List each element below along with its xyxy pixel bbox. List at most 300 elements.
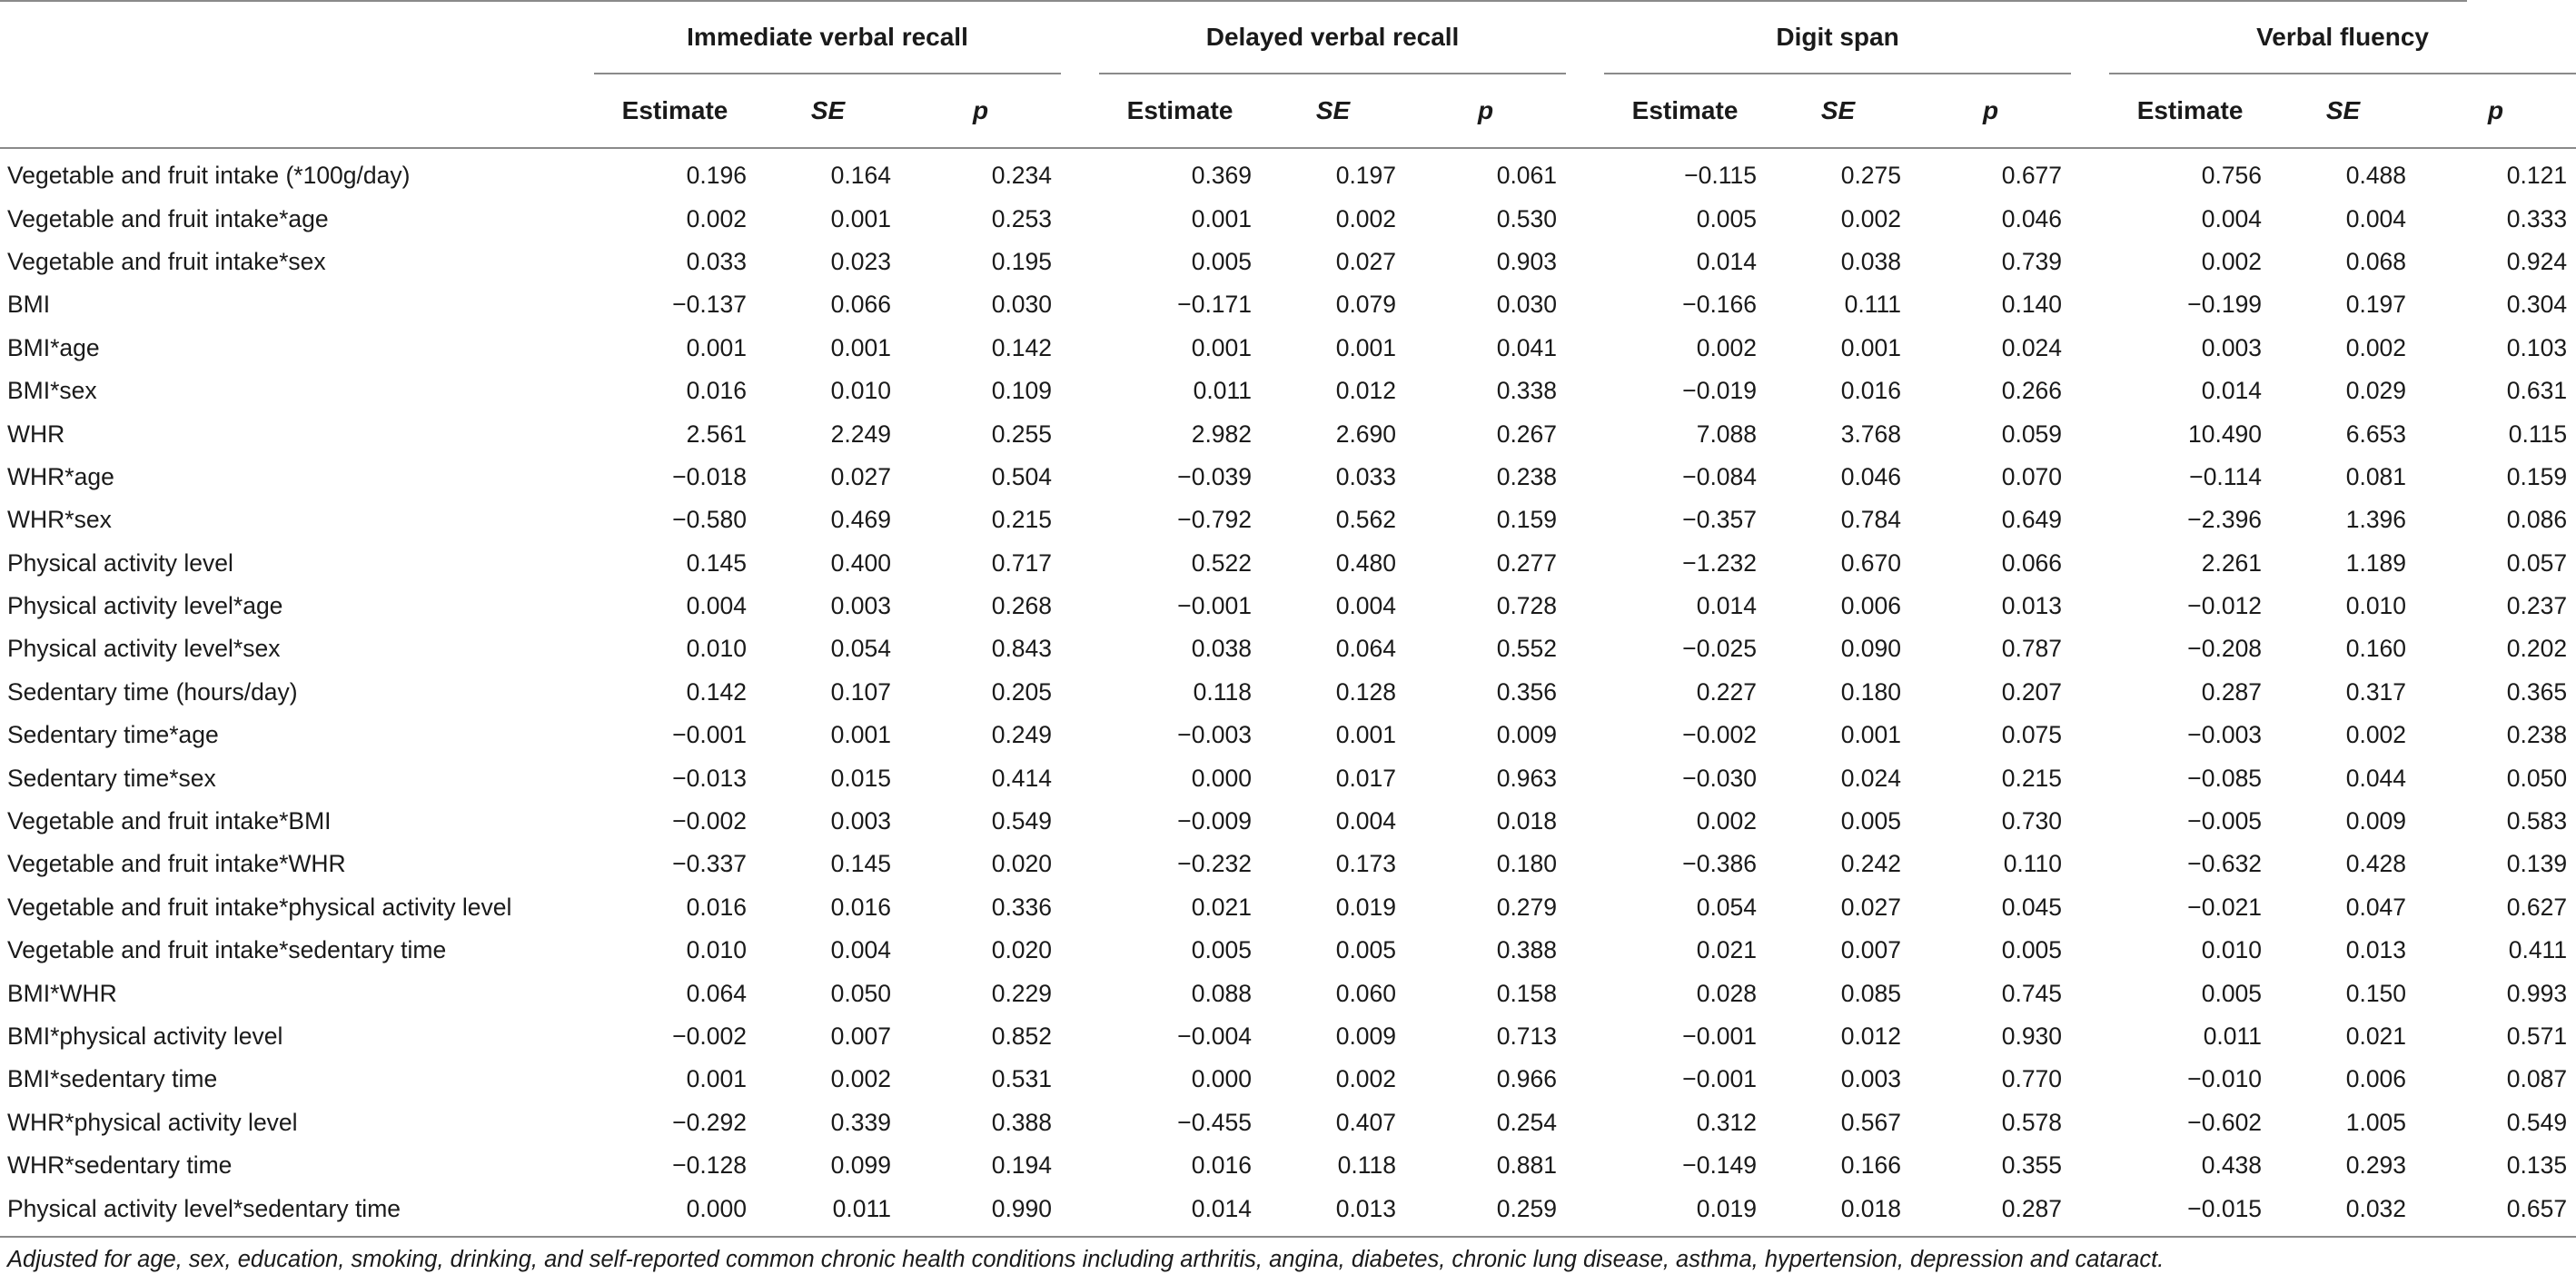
column-gap — [2071, 412, 2109, 455]
cell-se: 0.002 — [830, 1065, 891, 1093]
row-label: Vegetable and fruit intake (*100g/day) — [7, 162, 411, 190]
column-gap — [1566, 1058, 1604, 1101]
cell-p: 0.066 — [2001, 548, 2063, 577]
cell-p: 0.030 — [991, 291, 1053, 319]
cell-estimate: −0.115 — [1684, 162, 1758, 190]
cell-estimate: 0.438 — [2201, 1151, 2263, 1180]
cell-p: 0.627 — [2506, 893, 2568, 921]
table-row — [0, 714, 2576, 756]
cell-estimate: −0.019 — [1682, 377, 1758, 405]
row-label: Vegetable and fruit intake*sedentary time — [7, 936, 447, 964]
row-label: BMI*age — [7, 333, 100, 361]
cell-p: 0.631 — [2506, 377, 2568, 405]
cell-p: 0.194 — [991, 1151, 1053, 1180]
cell-se: 0.004 — [1335, 807, 1397, 835]
cell-estimate: 0.010 — [686, 936, 747, 964]
cell-estimate: −0.004 — [1177, 1022, 1253, 1050]
row-label: BMI*sex — [7, 377, 97, 405]
cell-se: 0.079 — [1335, 291, 1397, 319]
column-gap — [2071, 585, 2109, 627]
cell-p: 0.254 — [1496, 1108, 1558, 1136]
cell-p: 0.018 — [1496, 807, 1558, 835]
cell-p: 0.388 — [1496, 936, 1558, 964]
cell-se: 0.160 — [2345, 635, 2407, 663]
table-row — [0, 412, 2576, 455]
cell-p: 0.059 — [2001, 420, 2063, 448]
cell-estimate: 0.118 — [1193, 677, 1253, 706]
cell-p: 0.356 — [1496, 677, 1558, 706]
cell-se: 0.027 — [1840, 893, 1902, 921]
cell-estimate: −0.013 — [672, 764, 747, 792]
cell-p: 0.259 — [1496, 1194, 1558, 1222]
column-gap — [2071, 972, 2109, 1014]
column-gap — [2071, 542, 2109, 585]
cell-estimate: 7.088 — [1696, 420, 1758, 448]
column-gap — [1061, 1187, 1099, 1236]
cell-p: 0.255 — [991, 420, 1053, 448]
subheader-estimate: Estimate — [621, 96, 728, 124]
cell-p: 0.139 — [2506, 850, 2568, 878]
cell-estimate: −0.001 — [1682, 1065, 1758, 1093]
cell-p: 0.142 — [991, 333, 1053, 361]
cell-p: 0.881 — [1496, 1151, 1558, 1180]
cell-p: 0.249 — [991, 721, 1053, 749]
column-gap — [1566, 1187, 1604, 1236]
cell-estimate: 0.005 — [2201, 979, 2263, 1007]
row-label: BMI — [7, 291, 51, 319]
cell-estimate: 0.000 — [686, 1194, 747, 1222]
cell-estimate: 0.011 — [1193, 377, 1253, 405]
cell-p: 0.388 — [991, 1108, 1053, 1136]
cell-p: 0.365 — [2506, 677, 2568, 706]
column-gap — [2071, 283, 2109, 326]
cell-p: 0.046 — [2001, 204, 2063, 232]
cell-p: 0.990 — [991, 1194, 1053, 1222]
cell-estimate: −0.018 — [672, 462, 747, 490]
cell-estimate: −0.003 — [1177, 721, 1253, 749]
cell-estimate: −0.084 — [1682, 462, 1758, 490]
subheader-row — [0, 74, 2576, 148]
cell-estimate: 0.003 — [2201, 333, 2263, 361]
cell-estimate: 0.005 — [1191, 936, 1253, 964]
cell-p: 0.924 — [2506, 247, 2568, 275]
cell-se: 0.021 — [2345, 1022, 2407, 1050]
cell-se: 0.567 — [1840, 1108, 1902, 1136]
cell-p: 0.549 — [2506, 1108, 2568, 1136]
cell-p: 0.109 — [991, 377, 1053, 405]
cell-p: 0.215 — [991, 506, 1053, 534]
cell-p: 0.287 — [2001, 1194, 2063, 1222]
cell-se: 0.001 — [1840, 333, 1902, 361]
cell-estimate: 2.982 — [1191, 420, 1253, 448]
column-gap — [1566, 1144, 1604, 1187]
cell-estimate: −0.602 — [2187, 1108, 2263, 1136]
column-gap — [1061, 929, 1099, 972]
cell-p: 0.267 — [1496, 420, 1558, 448]
cell-estimate: 0.088 — [1191, 979, 1253, 1007]
cell-p: 0.215 — [2001, 764, 2063, 792]
cell-se: 6.653 — [2345, 420, 2407, 448]
cell-se: 0.275 — [1840, 162, 1902, 190]
cell-se: 0.013 — [2345, 936, 2407, 964]
cell-se: 0.013 — [1335, 1194, 1397, 1222]
cell-se: 0.164 — [830, 162, 891, 190]
column-gap — [1566, 1101, 1604, 1144]
column-gap — [1061, 1058, 1099, 1101]
cell-se: 0.010 — [830, 377, 891, 405]
cell-se: 0.003 — [830, 807, 891, 835]
column-gap — [1061, 1101, 1099, 1144]
cell-p: 0.140 — [2001, 291, 2063, 319]
cell-estimate: −0.039 — [1177, 462, 1253, 490]
cell-p: 0.649 — [2001, 506, 2063, 534]
cell-p: 0.202 — [2506, 635, 2568, 663]
cell-estimate: −0.005 — [2187, 807, 2263, 835]
cell-se: 0.068 — [2345, 247, 2407, 275]
cell-p: 0.266 — [2001, 377, 2063, 405]
cell-se: 0.015 — [830, 764, 891, 792]
cell-se: 0.044 — [2345, 764, 2407, 792]
table-row — [0, 800, 2576, 843]
table-row — [0, 542, 2576, 585]
cell-p: 0.234 — [991, 162, 1053, 190]
cell-p: 0.045 — [2001, 893, 2063, 921]
cell-estimate: 0.001 — [686, 333, 747, 361]
column-gap — [2071, 1187, 2109, 1236]
column-gap — [1061, 241, 1099, 283]
cell-estimate: −0.002 — [672, 807, 747, 835]
column-gap — [2071, 1058, 2109, 1101]
cell-se: 0.197 — [2345, 291, 2407, 319]
column-gap — [1566, 197, 1604, 240]
table-row — [0, 148, 2576, 197]
cell-estimate: 0.005 — [1696, 204, 1758, 232]
column-gap — [2071, 756, 2109, 799]
cell-se: 0.007 — [830, 1022, 891, 1050]
cell-p: 0.020 — [991, 936, 1053, 964]
cell-p: 0.115 — [2508, 420, 2568, 448]
cell-se: 0.001 — [1335, 721, 1397, 749]
cell-p: 0.110 — [2003, 850, 2063, 878]
table-row — [0, 627, 2576, 670]
cell-p: 0.713 — [1496, 1022, 1558, 1050]
table-row — [0, 1101, 2576, 1144]
subheader-se: SE — [1820, 96, 1856, 124]
cell-estimate: −0.128 — [672, 1151, 747, 1180]
table-row — [0, 327, 2576, 370]
cell-estimate: 0.002 — [686, 204, 747, 232]
cell-estimate: 0.756 — [2201, 162, 2263, 190]
column-gap — [1566, 148, 1604, 197]
cell-estimate: −0.015 — [2187, 1194, 2263, 1222]
column-gap — [2071, 671, 2109, 714]
cell-p: 0.086 — [2506, 506, 2568, 534]
cell-se: 0.145 — [830, 850, 891, 878]
cell-estimate: −2.396 — [2187, 506, 2263, 534]
column-gap — [2071, 800, 2109, 843]
cell-estimate: −0.232 — [1177, 850, 1253, 878]
column-gap — [1061, 148, 1099, 197]
column-gap — [1566, 370, 1604, 412]
cell-p: 0.279 — [1496, 893, 1558, 921]
group-header-digit-span: Digit span — [1604, 0, 2071, 74]
cell-estimate: 0.014 — [1191, 1194, 1253, 1222]
cell-se: 0.005 — [1335, 936, 1397, 964]
cell-se: 0.012 — [1840, 1022, 1902, 1050]
cell-estimate: −0.166 — [1682, 291, 1758, 319]
column-gap — [1566, 929, 1604, 972]
cell-se: 0.064 — [1335, 635, 1397, 663]
cell-estimate: −0.001 — [672, 721, 747, 749]
cell-estimate: 0.011 — [2203, 1022, 2263, 1050]
cell-se: 0.166 — [1840, 1151, 1902, 1180]
column-gap — [2071, 241, 2109, 283]
cell-p: 0.552 — [1496, 635, 1558, 663]
cell-p: 0.041 — [1496, 333, 1558, 361]
column-gap — [1061, 843, 1099, 885]
row-label: Vegetable and fruit intake*WHR — [7, 850, 346, 878]
column-gap — [2071, 499, 2109, 541]
cell-estimate: −0.009 — [1177, 807, 1253, 835]
column-gap — [2071, 1144, 2109, 1187]
column-gap — [1061, 627, 1099, 670]
column-gap — [2071, 370, 2109, 412]
group-header-immediate-recall: Immediate verbal recall — [594, 0, 1061, 74]
table-footnote: Adjusted for age, sex, education, smoking, drinking, and self-reported common chronic health conditions including arthritis, angina, diabetes, chronic lung disease, asthma, hypertension, depression and cataract. — [7, 1247, 2165, 1272]
row-label: Physical activity level*sex — [7, 635, 281, 663]
row-label: Vegetable and fruit intake*physical activity level — [7, 893, 512, 921]
cell-estimate: −0.208 — [2187, 635, 2263, 663]
cell-p: 0.963 — [1496, 764, 1558, 792]
cell-se: 3.768 — [1840, 420, 1902, 448]
cell-estimate: 0.002 — [2201, 247, 2263, 275]
cell-estimate: 2.561 — [686, 420, 747, 448]
cell-p: 0.730 — [2001, 807, 2063, 835]
cell-estimate: 0.005 — [1191, 247, 1253, 275]
column-gap — [1566, 412, 1604, 455]
cell-p: 0.061 — [1496, 162, 1558, 190]
column-gap — [2071, 627, 2109, 670]
column-gap — [2071, 886, 2109, 929]
cell-se: 0.032 — [2345, 1194, 2407, 1222]
cell-se: 0.010 — [2345, 592, 2407, 620]
subheader-p: p — [972, 96, 989, 124]
cell-p: 0.005 — [2001, 936, 2063, 964]
column-gap — [1566, 627, 1604, 670]
cell-estimate: 0.369 — [1191, 162, 1253, 190]
cell-p: 0.013 — [2001, 592, 2063, 620]
cell-se: 0.001 — [830, 333, 891, 361]
cell-p: 0.843 — [991, 635, 1053, 663]
cell-p: 0.205 — [991, 677, 1053, 706]
subheader-estimate: Estimate — [1126, 96, 1234, 124]
row-label: Sedentary time (hours/day) — [7, 677, 298, 706]
table-row — [0, 1058, 2576, 1101]
cell-p: 0.195 — [991, 247, 1053, 275]
column-gap — [2071, 843, 2109, 885]
cell-p: 0.057 — [2506, 548, 2568, 577]
cell-se: 0.085 — [1840, 979, 1902, 1007]
subheader-p: p — [1982, 96, 1999, 124]
cell-estimate: −0.001 — [1177, 592, 1253, 620]
cell-p: 0.852 — [991, 1022, 1053, 1050]
cell-p: 0.338 — [1496, 377, 1558, 405]
row-label: WHR*sex — [7, 506, 112, 534]
cell-estimate: −1.232 — [1682, 548, 1758, 577]
column-gap — [2071, 148, 2109, 197]
cell-estimate: −0.337 — [672, 850, 747, 878]
cell-estimate: 0.038 — [1191, 635, 1253, 663]
cell-estimate: 0.287 — [2201, 677, 2263, 706]
cell-p: 0.207 — [2001, 677, 2063, 706]
cell-p: 0.009 — [1496, 721, 1558, 749]
subheader-estimate: Estimate — [1631, 96, 1739, 124]
cell-estimate: −0.021 — [2187, 893, 2263, 921]
cell-se: 0.006 — [1840, 592, 1902, 620]
cell-p: 0.770 — [2001, 1065, 2063, 1093]
column-gap — [1566, 283, 1604, 326]
cell-se: 0.150 — [2345, 979, 2407, 1007]
cell-se: 0.038 — [1840, 247, 1902, 275]
cell-estimate: 0.002 — [1696, 807, 1758, 835]
cell-estimate: −0.792 — [1177, 506, 1253, 534]
cell-se: 0.001 — [830, 204, 891, 232]
cell-p: 0.717 — [991, 548, 1053, 577]
cell-p: 0.050 — [2506, 764, 2568, 792]
cell-estimate: −0.171 — [1177, 291, 1253, 319]
cell-se: 0.002 — [2345, 721, 2407, 749]
cell-se: 0.002 — [1335, 1065, 1397, 1093]
cell-p: 0.583 — [2506, 807, 2568, 835]
table-row — [0, 499, 2576, 541]
column-gap — [1061, 370, 1099, 412]
column-gap — [1566, 241, 1604, 283]
cell-se: 0.081 — [2345, 462, 2407, 490]
cell-p: 0.121 — [2506, 162, 2568, 190]
subheader-se: SE — [2325, 96, 2361, 124]
cell-se: 0.005 — [1840, 807, 1902, 835]
column-gap — [1061, 542, 1099, 585]
cell-se: 0.046 — [1840, 462, 1902, 490]
cell-se: 0.339 — [830, 1108, 891, 1136]
cell-se: 0.099 — [830, 1151, 891, 1180]
cell-estimate: −0.386 — [1682, 850, 1758, 878]
column-gap — [1061, 456, 1099, 499]
subheader-se: SE — [810, 96, 846, 124]
cell-se: 0.019 — [1335, 893, 1397, 921]
cell-estimate: −0.012 — [2187, 592, 2263, 620]
column-gap — [1566, 843, 1604, 885]
column-gap — [1566, 542, 1604, 585]
group-header-delayed-recall: Delayed verbal recall — [1099, 0, 1566, 74]
cell-se: 0.180 — [1840, 677, 1902, 706]
cell-estimate: 0.522 — [1191, 548, 1253, 577]
cell-p: 0.531 — [991, 1065, 1053, 1093]
cell-p: 0.355 — [2001, 1151, 2063, 1180]
cell-se: 0.027 — [1335, 247, 1397, 275]
column-gap — [1061, 756, 1099, 799]
cell-estimate: −0.003 — [2187, 721, 2263, 749]
cell-p: 0.135 — [2506, 1151, 2568, 1180]
cell-estimate: −0.357 — [1682, 506, 1758, 534]
row-label: Vegetable and fruit intake*age — [7, 204, 329, 232]
cell-p: 0.739 — [2001, 247, 2063, 275]
cell-estimate: −0.580 — [672, 506, 747, 534]
cell-estimate: −0.002 — [672, 1022, 747, 1050]
row-label: Physical activity level*age — [7, 592, 283, 620]
cell-p: 0.336 — [991, 893, 1053, 921]
cell-se: 0.128 — [1335, 677, 1397, 706]
column-gap — [1566, 456, 1604, 499]
cell-p: 0.087 — [2506, 1065, 2568, 1093]
column-gap — [1566, 886, 1604, 929]
cell-se: 0.024 — [1840, 764, 1902, 792]
cell-se: 1.005 — [2345, 1108, 2407, 1136]
cell-p: 0.728 — [1496, 592, 1558, 620]
table-row — [0, 241, 2576, 283]
table-row — [0, 283, 2576, 326]
cell-se: 0.428 — [2345, 850, 2407, 878]
table-row — [0, 370, 2576, 412]
cell-se: 0.060 — [1335, 979, 1397, 1007]
cell-estimate: −0.199 — [2187, 291, 2263, 319]
table-row — [0, 671, 2576, 714]
cell-se: 0.001 — [830, 721, 891, 749]
cell-p: 0.993 — [2506, 979, 2568, 1007]
cell-estimate: 0.019 — [1696, 1194, 1758, 1222]
cell-p: 0.578 — [2001, 1108, 2063, 1136]
column-gap — [1566, 756, 1604, 799]
cell-se: 0.066 — [830, 291, 891, 319]
table-row — [0, 585, 2576, 627]
cell-se: 0.118 — [1337, 1151, 1397, 1180]
cell-p: 0.677 — [2001, 162, 2063, 190]
cell-se: 0.002 — [1840, 204, 1902, 232]
cell-se: 0.407 — [1335, 1108, 1397, 1136]
cell-estimate: −0.137 — [672, 291, 747, 319]
cell-p: 0.504 — [991, 462, 1053, 490]
subheader-estimate: Estimate — [2136, 96, 2244, 124]
subheader-p: p — [2488, 96, 2504, 124]
cell-estimate: 0.021 — [1191, 893, 1253, 921]
cell-estimate: 2.261 — [2201, 548, 2263, 577]
cell-p: 0.745 — [2001, 979, 2063, 1007]
column-gap — [1061, 714, 1099, 756]
cell-p: 0.253 — [991, 204, 1053, 232]
cell-se: 0.050 — [830, 979, 891, 1007]
column-gap — [1566, 800, 1604, 843]
cell-se: 0.054 — [830, 635, 891, 663]
cell-estimate: 0.028 — [1696, 979, 1758, 1007]
cell-se: 2.249 — [830, 420, 891, 448]
cell-se: 0.317 — [2345, 677, 2407, 706]
cell-p: 0.024 — [2001, 333, 2063, 361]
cell-se: 0.173 — [1335, 850, 1397, 878]
cell-se: 0.670 — [1840, 548, 1902, 577]
cell-p: 0.238 — [2506, 721, 2568, 749]
cell-estimate: −0.632 — [2187, 850, 2263, 878]
cell-p: 0.030 — [1496, 291, 1558, 319]
column-gap — [2071, 1101, 2109, 1144]
table-row — [0, 197, 2576, 240]
column-gap — [1566, 585, 1604, 627]
table-row — [0, 972, 2576, 1014]
cell-p: 0.333 — [2506, 204, 2568, 232]
cell-p: 0.159 — [1496, 506, 1558, 534]
cell-estimate: 0.001 — [686, 1065, 747, 1093]
cell-p: 0.229 — [991, 979, 1053, 1007]
column-gap — [2071, 929, 2109, 972]
